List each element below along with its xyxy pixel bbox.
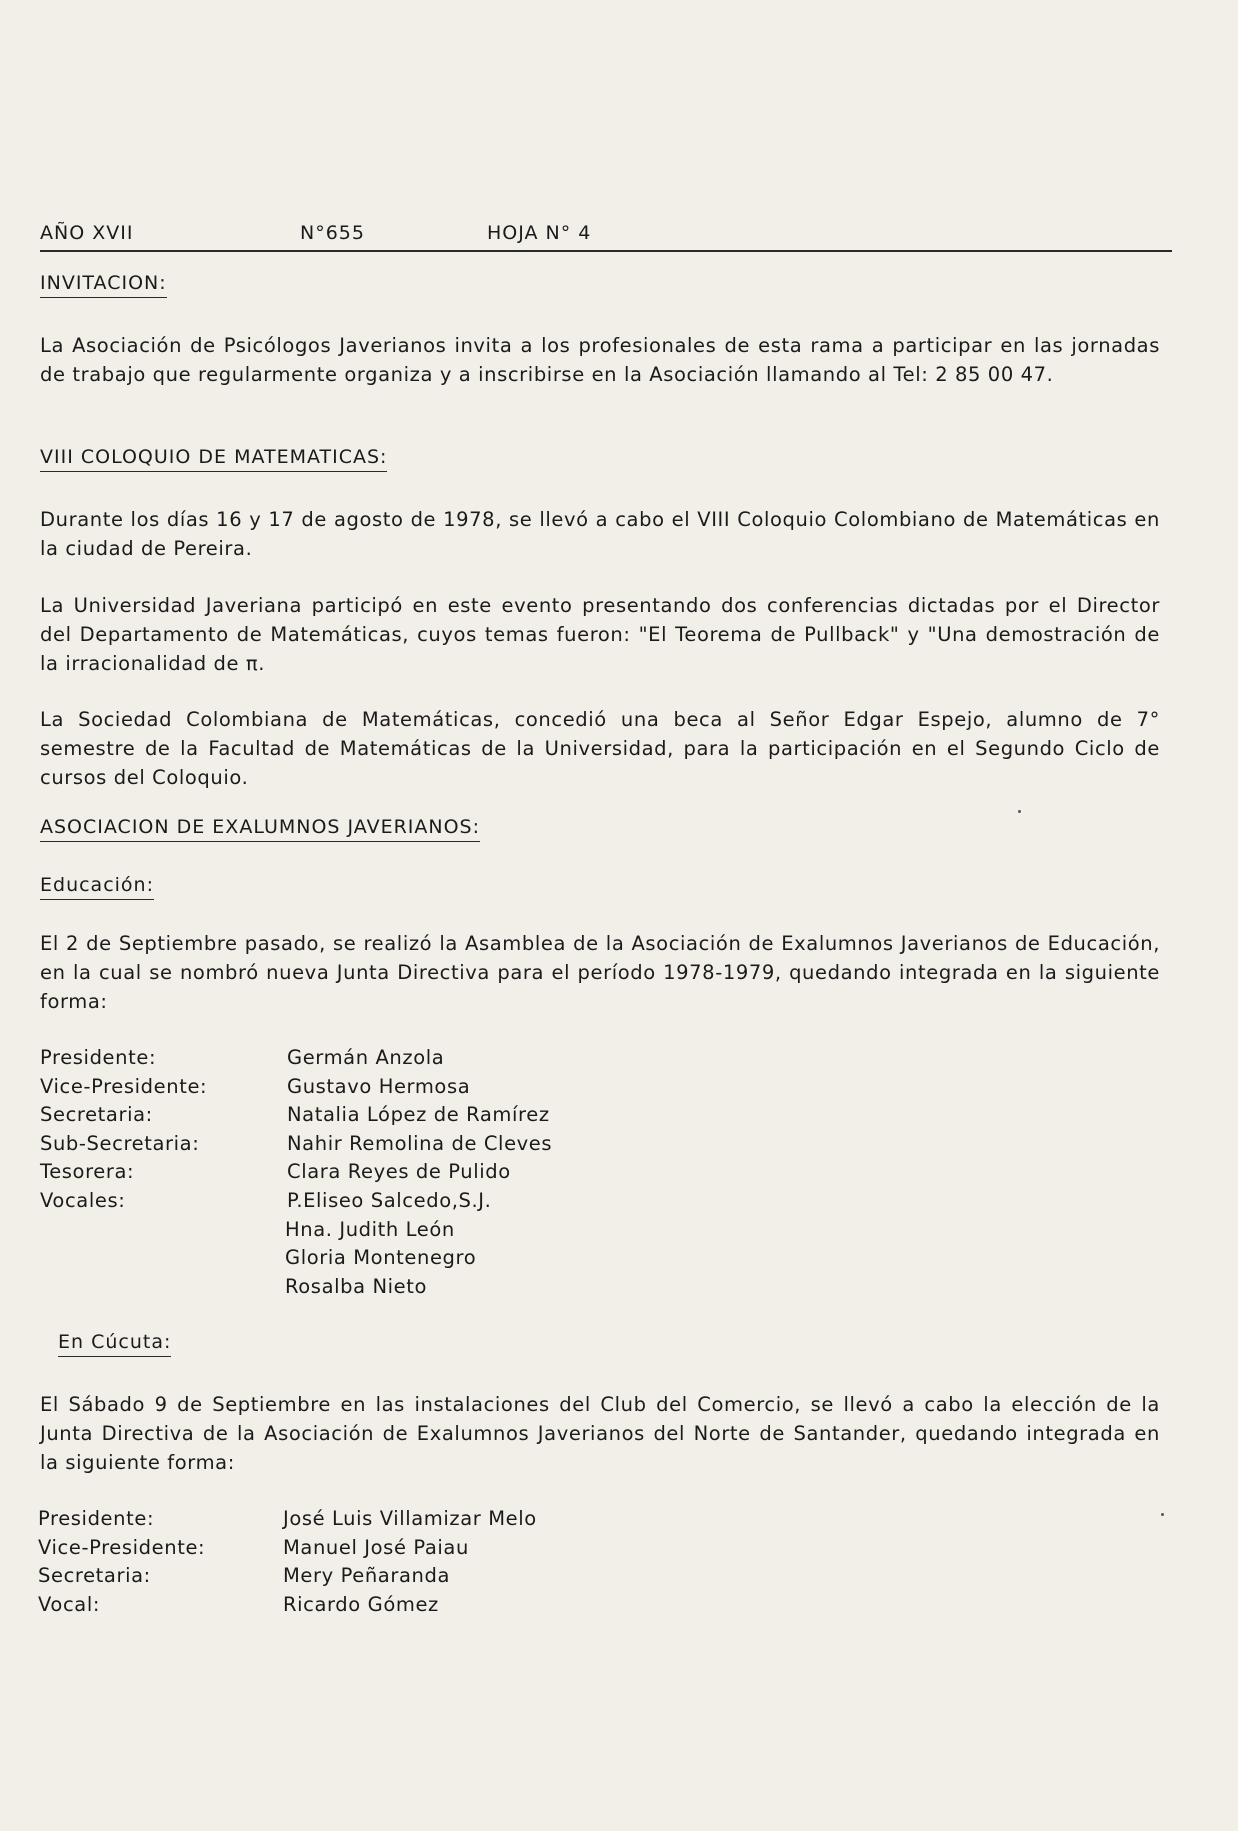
roster-row	[40, 1073, 552, 1102]
roster-name: Hna. Judith León	[285, 1217, 455, 1241]
roster-name: José Luis Villamizar Melo	[283, 1507, 537, 1530]
roster-role	[40, 1244, 285, 1273]
roster-role: Sub-Secretaria:	[40, 1131, 200, 1155]
roster-name: Nahir Remolina de Cleves	[287, 1131, 553, 1155]
speck-mark	[1161, 1513, 1164, 1516]
roster-role: Presidente:	[40, 1046, 157, 1069]
roster-row	[38, 1505, 537, 1534]
roster-row	[40, 1216, 552, 1245]
roster-row	[40, 1158, 552, 1187]
roster-role	[40, 1273, 285, 1302]
roster-role: Vice-Presidente:	[40, 1074, 208, 1098]
roster-row	[38, 1562, 537, 1591]
roster-name: Natalia López de Ramírez	[287, 1103, 550, 1127]
roster-role: Secretaria:	[40, 1103, 153, 1127]
roster-role: Secretaria:	[38, 1564, 151, 1588]
header-page: HOJA N° 4	[487, 222, 592, 244]
roster-row	[40, 1273, 552, 1302]
roster-row	[38, 1534, 537, 1563]
roster-name: Clara Reyes de Pulido	[287, 1160, 511, 1184]
speck-mark	[1018, 810, 1021, 813]
roster-row	[40, 1244, 552, 1273]
roster-row	[40, 1101, 552, 1130]
educacion-title: Educación:	[40, 874, 154, 900]
roster-role: Vocal:	[38, 1592, 101, 1616]
page-header	[40, 218, 1172, 252]
roster-name: P.Eliseo Salcedo,S.J.	[287, 1188, 492, 1212]
roster-role: Presidente:	[38, 1507, 155, 1530]
header-number: N°655	[300, 222, 365, 244]
roster-row	[38, 1591, 537, 1620]
roster-name: Ricardo Gómez	[283, 1592, 439, 1616]
roster-role: Vocales:	[40, 1188, 126, 1212]
roster-name: Germán Anzola	[287, 1046, 445, 1069]
roster-row	[40, 1044, 552, 1073]
header-year: AÑO XVII	[40, 222, 134, 244]
roster-role	[40, 1216, 285, 1245]
invitacion-body: La Asociación de Psicólogos Javerianos invita a los profesionales de esta rama a participar en las jornadas de trabajo que regularmente organiza y a inscribirse en la Asociación llamando al Tel: 2 85 00 47.	[40, 334, 1160, 386]
roster-role: Vice-Presidente:	[38, 1535, 206, 1559]
roster-row	[40, 1187, 552, 1216]
educacion-roster	[40, 1044, 552, 1301]
roster-name: Gloria Montenegro	[285, 1246, 477, 1270]
exalumnos-title: ASOCIACION DE EXALUMNOS JAVERIANOS:	[40, 816, 480, 842]
roster-name: Rosalba Nieto	[285, 1274, 428, 1298]
cucuta-roster	[38, 1505, 537, 1619]
roster-name: Gustavo Hermosa	[287, 1074, 471, 1098]
coloquio-paragraph-1: Durante los días 16 y 17 de agosto de 1978, se llevó a cabo el VIII Coloquio Colombiano de Matemáticas en la ciudad de Pereira.	[40, 508, 1160, 560]
coloquio-paragraph-2: La Universidad Javeriana participó en este evento presentando dos conferencias dictadas por el Director del Departamento de Matemáticas, cuyos temas fueron: "El Teorema de Pullback" y "Una demostración de la irracionalidad de π.	[40, 594, 1160, 675]
roster-role: Tesorera:	[40, 1160, 135, 1184]
coloquio-paragraph-3: La Sociedad Colombiana de Matemáticas, concedió una beca al Señor Edgar Espejo, alumno de 7° semestre de la Facultad de Matemáticas de la Universidad, para la participación en el Segundo Ciclo de cursos del Coloquio.	[40, 708, 1160, 789]
educacion-body: El 2 de Septiembre pasado, se realizó la Asamblea de la Asociación de Exalumnos Javerianos de Educación, en la cual se nombró nueva Junta Directiva para el período 1978-1979, quedando integrada en la siguiente forma:	[40, 932, 1160, 1013]
cucuta-body: El Sábado 9 de Septiembre en las instalaciones del Club del Comercio, se llevó a cabo la elección de la Junta Directiva de la Asociación de Exalumnos Javerianos del Norte de Santander, quedando integrada en la siguiente forma:	[40, 1393, 1160, 1474]
roster-row	[40, 1130, 552, 1159]
roster-name: Manuel José Paiau	[283, 1535, 469, 1559]
invitacion-title: INVITACION:	[40, 272, 167, 298]
coloquio-title: VIII COLOQUIO DE MATEMATICAS:	[40, 446, 387, 472]
cucuta-title: En Cúcuta:	[58, 1331, 171, 1357]
roster-name: Mery Peñaranda	[283, 1564, 450, 1588]
